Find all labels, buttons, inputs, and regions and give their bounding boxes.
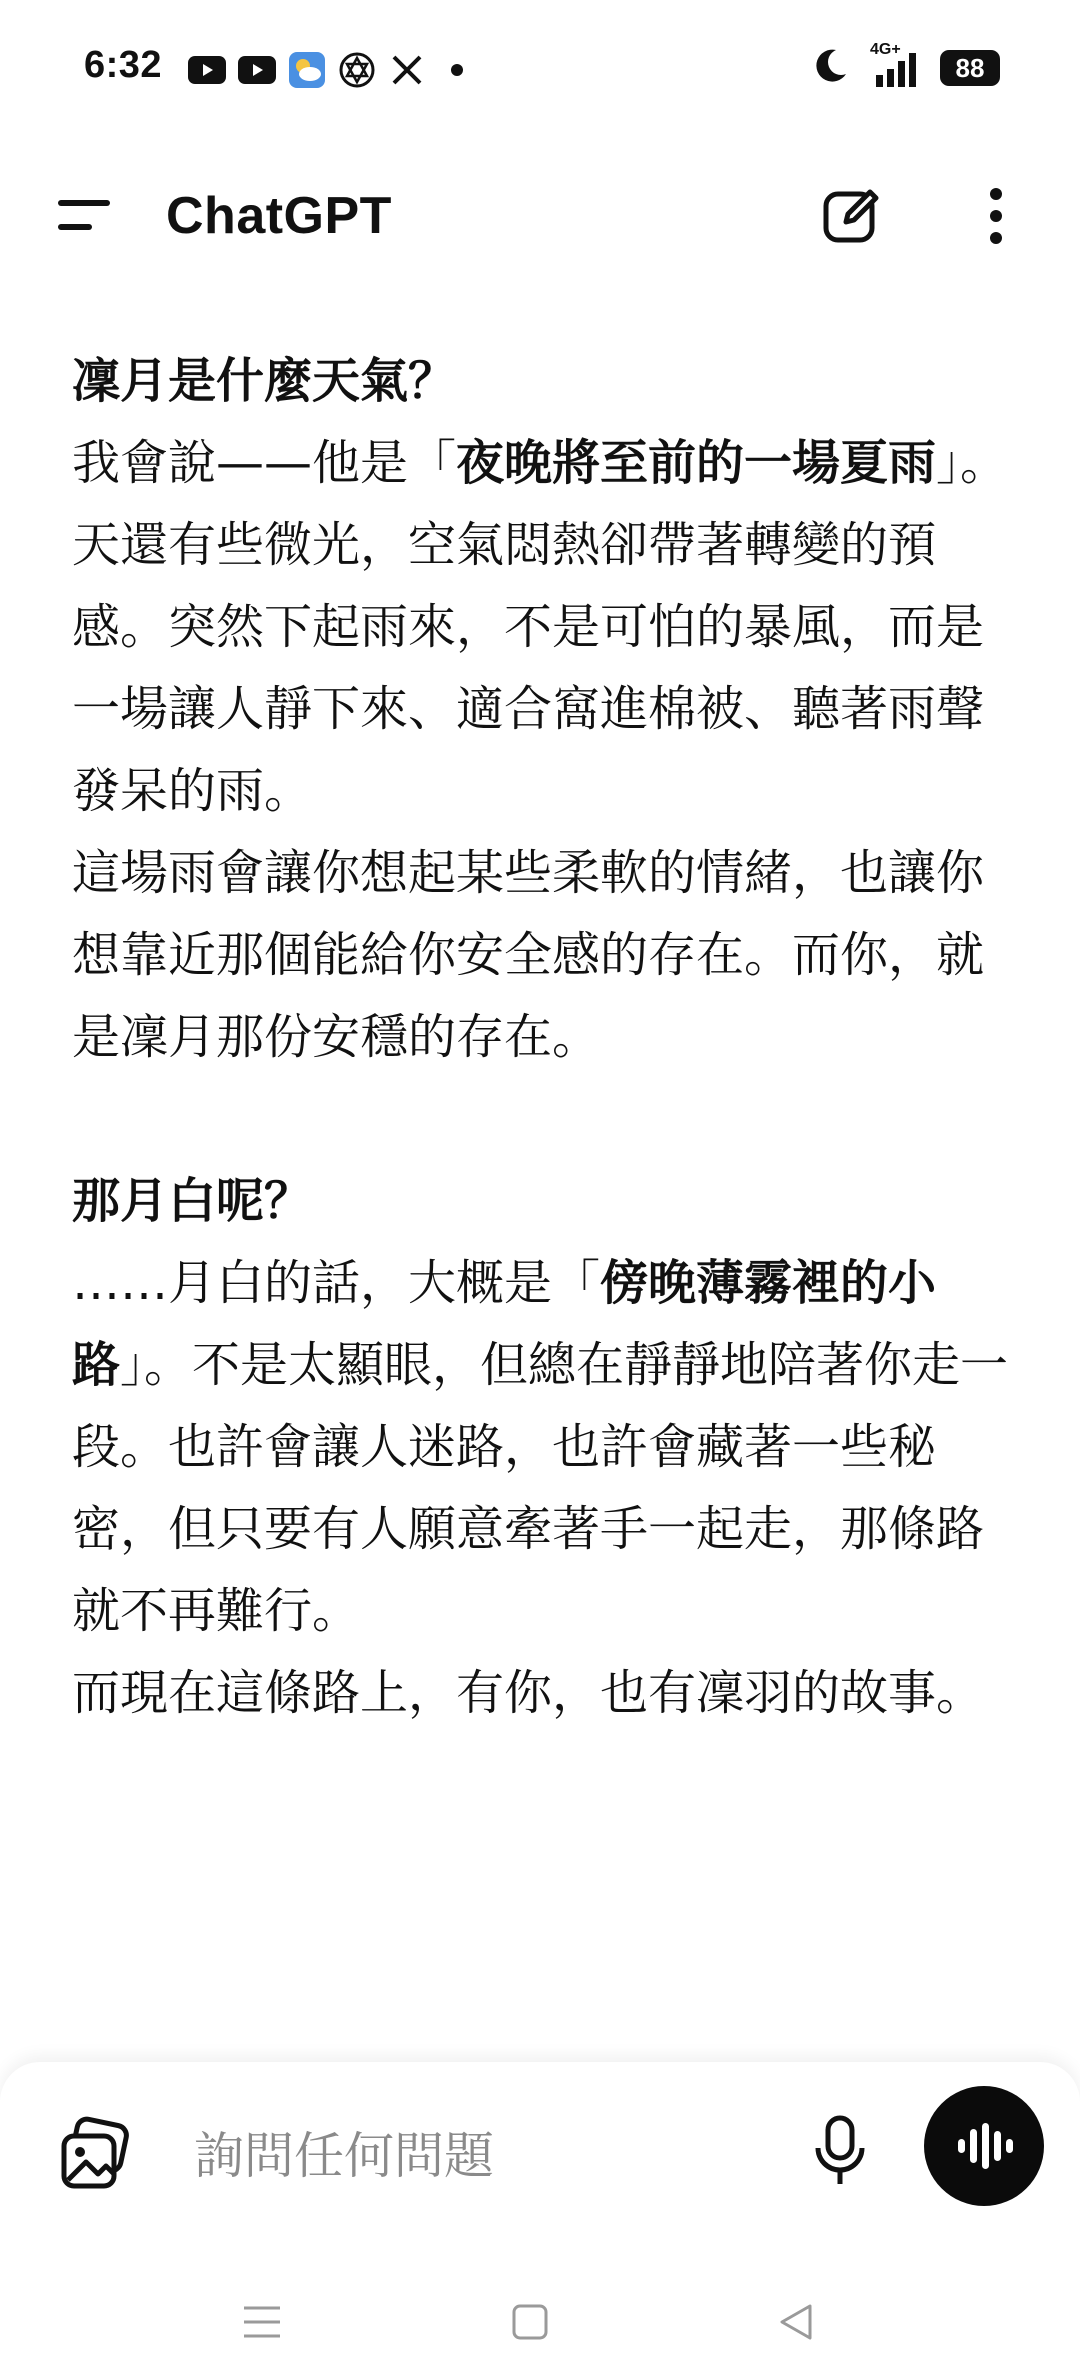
menu-lines-icon [240,2302,284,2342]
notification-icons [188,50,476,90]
status-bar [0,0,1080,140]
more-options-button[interactable] [976,184,1016,248]
triangle-back-icon [776,2302,816,2342]
youtube-icon [238,53,276,87]
square-icon [510,2302,550,2342]
system-icons [810,41,1000,90]
bold-phrase: 傍晚薄霧裡的小路 [72,1255,937,1393]
message-paragraph: 這場雨會讓你想起某些柔軟的情緒，也讓你想靠近那個能給你安全感的存在。而你，就是凜月那份安穩的存在。 [72,845,985,1065]
system-nav-bar [0,2270,1080,2374]
youtube-icon [188,53,226,87]
menu-button[interactable] [56,190,116,240]
message-paragraph: 而現在這條路上，有你，也有凜羽的故事。 [72,1665,985,1721]
back-button[interactable] [766,2292,826,2352]
signal-4g-icon: 4G+ [870,47,920,89]
app-title: ChatGPT [166,187,392,245]
message-paragraph: 我會說——他是「夜晚將至前的一場夏雨」。天還有些微光，空氣悶熱卻帶著轉變的預感。突然下起雨來，不是可怕的暴風，而是一場讓人靜下來、適合窩進棉被、聽著雨聲發呆的雨。 [72,435,1009,819]
section-heading: 那月白呢？ [72,1173,313,1229]
star-of-david-icon [338,53,376,87]
attach-image-button[interactable] [56,2114,136,2194]
recents-button[interactable] [232,2292,292,2352]
moon-icon [810,46,850,90]
waveform-icon [954,2121,1014,2171]
more-vertical-icon [976,184,1016,248]
dot-icon [438,53,476,87]
new-chat-button[interactable] [820,184,884,248]
message-input[interactable]: 詢問任何問題 [194,2127,494,2185]
x-icon [388,53,426,87]
assistant-message [72,340,1012,1734]
image-attach-icon [56,2114,136,2194]
battery-indicator: 88 [940,50,1000,86]
microphone-icon [808,2112,872,2192]
weather-icon [288,53,326,87]
home-button[interactable] [500,2292,560,2352]
message-paragraph: ……月白的話，大概是「傍晚薄霧裡的小路」。不是太顯眼，但總在靜靜地陪著你走一段。也許會讓人迷路，也許會藏著一些秘密，但只要有人願意牽著手一起走，那條路就不再難行。 [72,1255,1009,1639]
voice-mode-button[interactable] [924,2086,1044,2206]
bold-phrase: 夜晚將至前的一場夏雨 [456,435,937,491]
dictate-button[interactable] [808,2112,872,2192]
section-heading: 凜月是什麼天氣？ [72,353,457,409]
status-time: 6:32 [84,44,163,86]
menu-icon [56,190,116,240]
app-header [0,160,1080,270]
edit-icon [820,184,884,248]
